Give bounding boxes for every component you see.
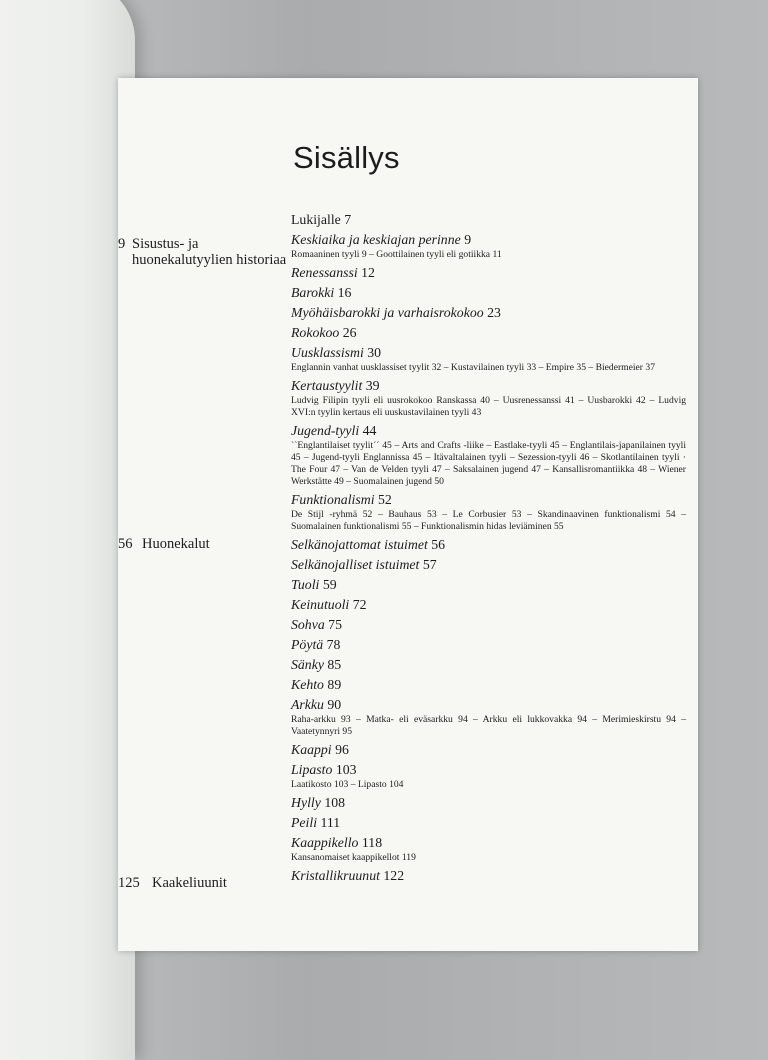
toc-entry-line — [291, 637, 686, 653]
toc-entry-page: 85 — [327, 657, 342, 672]
toc-entry — [291, 835, 686, 864]
toc-entry-line — [291, 305, 686, 321]
section-page-number: 125 — [118, 875, 140, 891]
toc-entry-page: 52 — [378, 492, 392, 507]
toc-entry-page: 16 — [337, 285, 352, 300]
toc-entry-title: Jugend-tyyli — [291, 423, 360, 438]
toc-entry-line — [291, 617, 686, 633]
toc-entry-line — [291, 325, 686, 341]
toc-subentry: – Uusbarokki 42 — [575, 395, 646, 406]
toc-entry-page: 39 — [365, 378, 380, 393]
toc-subentry: – Ludvig XVI:n tyylin kertaus eli uuskustavilainen tyyli 43 — [291, 395, 686, 418]
toc-entry-page: 30 — [367, 345, 382, 360]
toc-entry-line — [291, 378, 686, 394]
toc-subentry: – Wiener Werkstätte 49 — [291, 464, 686, 487]
toc-entry-line — [291, 212, 686, 228]
toc-entry-title: Kaappikello — [291, 835, 359, 850]
toc-entry — [291, 492, 686, 533]
toc-subentry: – Skotlantilainen tyyli · The Four 47 — [291, 452, 686, 475]
toc-entry-page: 7 — [344, 212, 352, 227]
toc-subentry: ``Englantilaiset tyylit´´ 45 — [291, 440, 392, 451]
toc-entry — [291, 557, 686, 573]
toc-entry-title: Selkänojattomat istuimet — [291, 537, 428, 552]
toc-entry-page: 72 — [352, 597, 367, 612]
toc-entry — [291, 657, 686, 673]
toc-subentry: – Empire 35 — [536, 362, 586, 373]
toc-entry — [291, 762, 686, 791]
toc-entry-page: 118 — [361, 835, 383, 850]
toc-entry-page: 111 — [320, 815, 341, 830]
toc-entry-line — [291, 835, 686, 851]
toc-entry-line — [291, 677, 686, 693]
toc-subentry: De Stijl -ryhmä 52 — [291, 509, 373, 520]
toc-subentry: – Merimieskirstu 94 — [587, 714, 676, 725]
toc-entry-line — [291, 537, 686, 553]
toc-entry-line — [291, 285, 686, 301]
toc-entry-title: Myöhäisbarokki ja varhaisrokokoo — [291, 305, 484, 320]
toc-entry-title: Sohva — [291, 617, 325, 632]
toc-subentry: – Bauhaus 53 — [372, 509, 436, 520]
toc-entry — [291, 423, 686, 488]
toc-entry — [291, 232, 686, 261]
toc-entry — [291, 212, 686, 228]
facing-page — [0, 0, 135, 1060]
toc-subentry: – Biedermeier 37 — [586, 362, 655, 373]
toc-subentry: – Matka- eli eväsarkku 94 — [351, 714, 468, 725]
toc-entry-line — [291, 868, 686, 884]
section-page-number: 56 — [118, 536, 133, 552]
toc-entry-page: 103 — [335, 762, 357, 777]
toc-entry-page: 26 — [342, 325, 357, 340]
toc-entry-line — [291, 577, 686, 593]
toc-entry — [291, 697, 686, 738]
toc-entry-page: 12 — [361, 265, 375, 280]
toc-entry — [291, 537, 686, 553]
toc-subentry: – Van de Velden tyyli 47 — [340, 464, 442, 475]
toc-entry-page: 57 — [422, 557, 437, 572]
toc-entry-page: 56 — [431, 537, 446, 552]
toc-entry-line — [291, 232, 686, 248]
toc-entry-title: Kaappi — [291, 742, 332, 757]
toc-entry-line — [291, 597, 686, 613]
toc-entry-title: Lukijalle — [291, 212, 341, 227]
toc-subentry: – Le Corbusier 53 — [437, 509, 522, 520]
toc-entry — [291, 637, 686, 653]
toc-entry-title: Pöytä — [291, 637, 324, 652]
toc-entry-title: Peili — [291, 815, 318, 830]
toc-entry-title: Tuoli — [291, 577, 320, 592]
toc-subentry: – Suomalainen funktionalismi 55 — [291, 509, 686, 532]
toc-subentry: – Eastlake-tyyli 45 — [484, 440, 560, 451]
toc-entry — [291, 677, 686, 693]
toc-entry-line — [291, 657, 686, 673]
toc-entry — [291, 795, 686, 811]
toc-entry — [291, 305, 686, 321]
toc-subentry: Raha-arkku 93 — [291, 714, 351, 725]
toc-entry — [291, 285, 686, 301]
toc-entry-title: Lipasto — [291, 762, 333, 777]
toc-entry-line — [291, 345, 686, 361]
toc-entry-page: 122 — [383, 868, 405, 883]
toc-subentry: Laatikosto 103 — [291, 779, 349, 790]
toc-entry — [291, 617, 686, 633]
toc-subentry: – Saksalainen jugend 47 — [442, 464, 541, 475]
section-label: Sisustus- ja huonekalutyylien historiaa — [132, 236, 287, 268]
toc-entry-page: 75 — [328, 617, 342, 632]
toc-subentries — [291, 509, 686, 533]
section-label: Kaakeliuunit — [152, 875, 227, 891]
toc-subentry: – Goottilainen tyyli eli gotiikka 11 — [367, 249, 502, 260]
toc-subentries — [291, 852, 686, 864]
toc-subentry: Ludvig Filipin tyyli eli uusrokokoo Ranskassa 40 — [291, 395, 490, 406]
toc-subentry: – Skandinaavinen funktionalismi 54 — [521, 509, 675, 520]
toc-subentry: Englannin vanhat uusklassiset tyylit 32 — [291, 362, 442, 373]
contents-page — [118, 78, 698, 951]
toc-entry-line — [291, 762, 686, 778]
toc-entry — [291, 742, 686, 758]
toc-subentry: – Uusrenessanssi 41 — [490, 395, 575, 406]
toc-subentry: – Arkku eli lukkovakka 94 — [468, 714, 587, 725]
toc-subentry: Romaaninen tyyli 9 — [291, 249, 367, 260]
toc-entry-title: Barokki — [291, 285, 335, 300]
toc-subentry: – Arts and Crafts -liike — [392, 440, 484, 451]
toc-subentry: – Suomalainen jugend 50 — [344, 476, 444, 487]
toc-entry-title: Renessanssi — [291, 265, 358, 280]
page-title: Sisällys — [293, 140, 400, 175]
toc-entry-page: 89 — [327, 677, 342, 692]
toc-entry-line — [291, 697, 686, 713]
toc-entry — [291, 265, 686, 281]
toc-entry-title: Kertaustyylit — [291, 378, 363, 393]
toc-entry-title: Keskiaika ja keskiajan perinne — [291, 232, 461, 247]
toc-entry-line — [291, 423, 686, 439]
toc-entry-title: Uusklassismi — [291, 345, 364, 360]
toc-entry-title: Hylly — [291, 795, 321, 810]
toc-entry — [291, 597, 686, 613]
toc-entry — [291, 325, 686, 341]
toc-entry-page: 44 — [362, 423, 377, 438]
toc-entry-title: Sänky — [291, 657, 324, 672]
toc-entry-title: Funktionalismi — [291, 492, 375, 507]
toc-subentries — [291, 714, 686, 738]
toc-entry-page: 59 — [322, 577, 337, 592]
toc-entry-page: 23 — [487, 305, 501, 320]
toc-entry-title: Selkänojalliset istuimet — [291, 557, 420, 572]
section-page-number: 9 — [118, 236, 126, 252]
toc-subentry: – Sezession-tyyli 46 — [507, 452, 590, 463]
section-label: Huonekalut — [142, 536, 210, 552]
toc-entry-line — [291, 265, 686, 281]
toc-subentries — [291, 362, 686, 374]
toc-entry-title: Kristallikruunut — [291, 868, 380, 883]
toc-entry-line — [291, 742, 686, 758]
toc-entry-line — [291, 815, 686, 831]
toc-entry — [291, 345, 686, 374]
toc-subentries — [291, 440, 686, 488]
toc-subentry: – Vaatetynnyri 95 — [291, 714, 686, 737]
toc-subentry: Kansanomaiset kaappikellot 119 — [291, 852, 416, 863]
toc-subentry: – Kansallisromantiikka 48 — [541, 464, 647, 475]
toc-subentry: – Lipasto 104 — [348, 779, 403, 790]
toc-entry — [291, 815, 686, 831]
toc-entry-line — [291, 795, 686, 811]
toc-subentry: – Itävaltalainen tyyli — [422, 452, 506, 463]
toc-entry-page: 9 — [464, 232, 472, 247]
toc-entry-title: Arkku — [291, 697, 324, 712]
toc-entry-title: Rokokoo — [291, 325, 340, 340]
toc-subentry: – Englantilais-japanilainen tyyli 45 — [291, 440, 686, 463]
toc-entry-page: 96 — [335, 742, 349, 757]
toc-entry — [291, 577, 686, 593]
toc-entry-page: 78 — [326, 637, 341, 652]
toc-subentry: – Funktionalismin hidas leviäminen 55 — [411, 521, 563, 532]
toc-subentries — [291, 779, 686, 791]
toc-subentries — [291, 249, 686, 261]
toc-entry — [291, 378, 686, 419]
toc-list — [291, 212, 686, 888]
toc-entry-title: Keinutuoli — [291, 597, 350, 612]
toc-entry-line — [291, 492, 686, 508]
toc-entry-page: 108 — [324, 795, 346, 810]
toc-subentry: – Jugend-tyyli Englannissa 45 — [301, 452, 423, 463]
toc-entry-title: Kehto — [291, 677, 324, 692]
toc-entry-page: 90 — [327, 697, 342, 712]
toc-entry-line — [291, 557, 686, 573]
toc-subentry: – Kustavilainen tyyli 33 — [441, 362, 536, 373]
toc-subentries — [291, 395, 686, 419]
toc-entry — [291, 868, 686, 884]
